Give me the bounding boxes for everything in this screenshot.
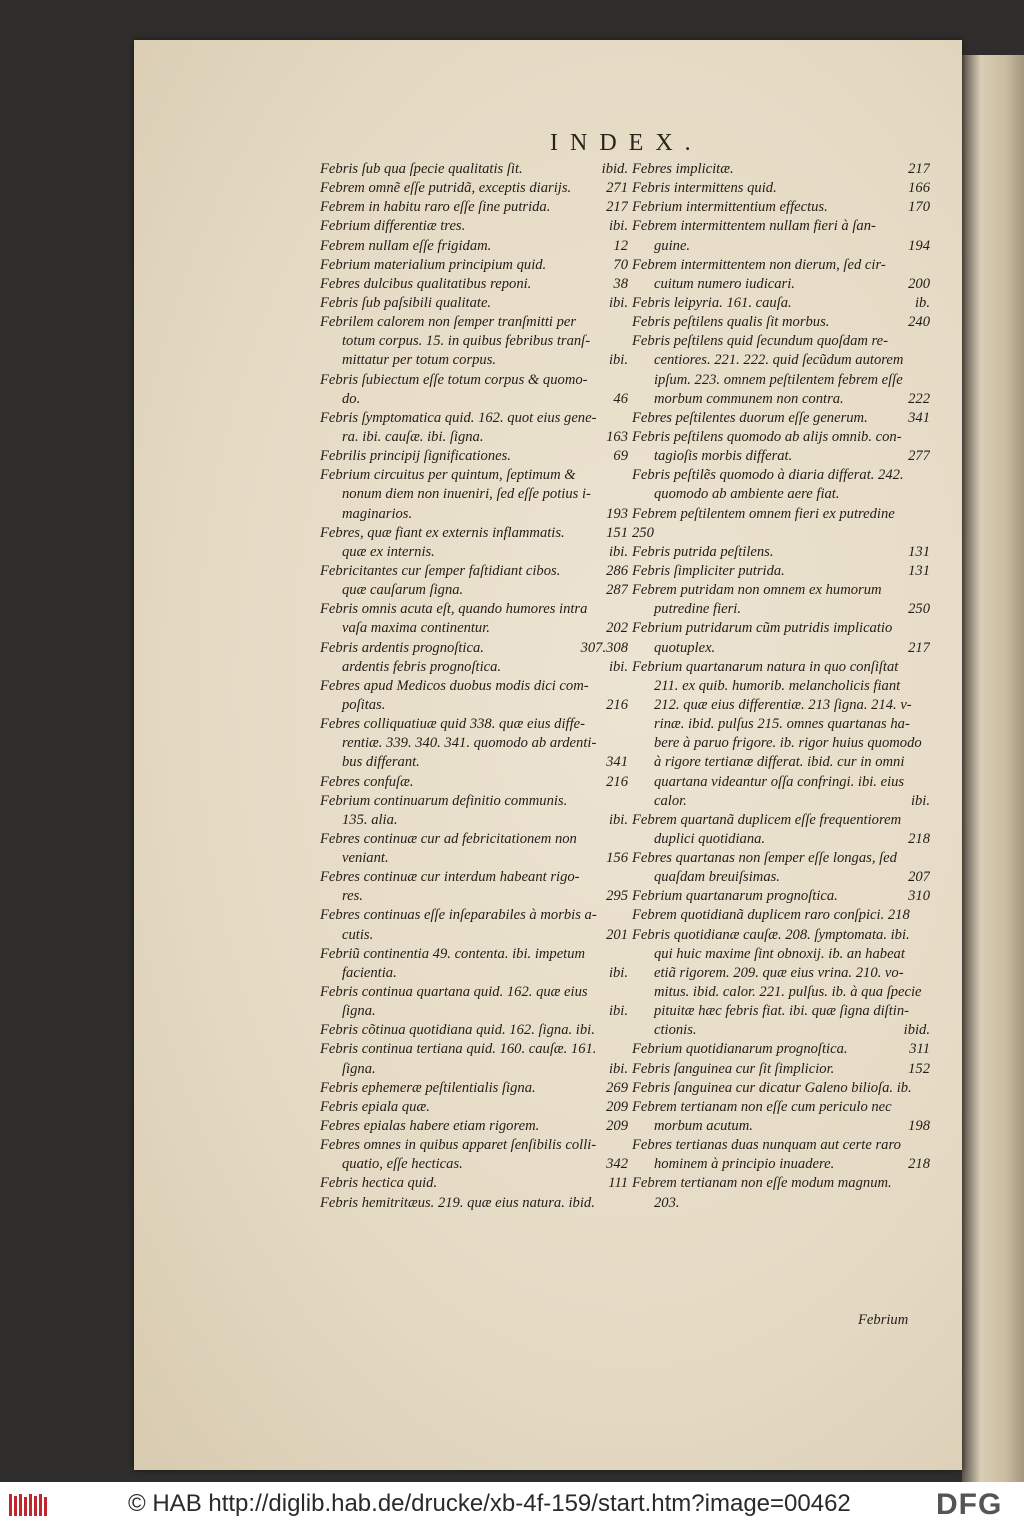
index-entry-text: Febris continua tertiana quid. 160. cauſæ. 161. xyxy=(320,1041,597,1058)
index-entry-page: 131 xyxy=(908,543,930,560)
index-entry-page: 193 xyxy=(606,505,628,522)
index-entry xyxy=(320,1098,628,1117)
index-entry-text: Febres epialas habere etiam rigorem. xyxy=(320,1118,540,1135)
index-entry-text: Febris ſub qua ſpecie qualitatis ſit. xyxy=(320,161,523,177)
index-entry xyxy=(632,447,930,466)
index-entry-page: 69 xyxy=(613,448,628,465)
index-entry-page: ibi. xyxy=(608,1003,628,1020)
index-entry-page: ibid. xyxy=(903,1022,930,1039)
index-entry-page: 218 xyxy=(908,1156,930,1173)
index-entry-text: Febres continuæ cur interdum habeant rigo- xyxy=(320,869,580,886)
index-entry-text: quartana videantur oſſa confringi. ibi. eius xyxy=(654,773,905,790)
index-entry-text: Febris hemitritæus. 219. quæ eius natura. ibid. xyxy=(320,1194,595,1211)
index-entry xyxy=(320,983,628,1002)
index-entry-page: 217 xyxy=(908,161,930,177)
index-entry-page: 250 xyxy=(908,601,930,618)
index-entry xyxy=(320,275,628,294)
index-entry-text: ſigna. xyxy=(342,1060,376,1077)
index-entry-page: 38 xyxy=(613,275,628,292)
index-entry xyxy=(320,332,628,351)
footer-source-link[interactable]: © HAB http://diglib.hab.de/drucke/xb-4f-159/start.htm?image=00462 xyxy=(128,1490,851,1517)
index-entry-page: ibi. xyxy=(608,352,628,369)
index-entry xyxy=(320,409,628,428)
index-entry-page: 198 xyxy=(908,1118,930,1135)
index-entry xyxy=(632,926,930,945)
index-entry-text: quatio, eſſe hecticas. xyxy=(342,1156,463,1173)
index-entry-text: quaſdam breuiſsimas. xyxy=(654,869,780,886)
index-entry xyxy=(632,581,930,600)
index-entry xyxy=(320,945,628,964)
index-entry xyxy=(320,696,628,715)
index-entry-text: Febrem quartanã duplicem eſſe frequentiorem xyxy=(632,811,902,828)
index-entry xyxy=(632,1040,930,1059)
index-entry-text: Febrem putridam non omnem ex humorum xyxy=(632,582,882,599)
index-entry xyxy=(632,600,930,619)
index-entry xyxy=(320,715,628,734)
index-entry xyxy=(632,1174,930,1193)
index-entry xyxy=(632,332,930,351)
index-entry-page: 341 xyxy=(606,754,628,771)
index-entry-text: bus differant. xyxy=(342,754,420,771)
index-entry xyxy=(320,485,628,504)
index-entry-text: Febrem in habitu raro eſſe ſine putrida. xyxy=(320,199,551,216)
index-entry xyxy=(320,505,628,524)
index-entry-text: ſigna. xyxy=(342,1003,376,1020)
index-entry-page: 216 xyxy=(606,773,628,790)
index-entry-text: morbum communem non contra. xyxy=(654,390,844,407)
index-entry-text: Febris peſtilẽs quomodo à diaria differat. 242. xyxy=(632,467,904,484)
index-entry-text: Febris ephemeræ peſtilentialis ſigna. xyxy=(320,1079,536,1096)
index-entry xyxy=(632,811,930,830)
index-entry-text: mittatur per totum corpus. xyxy=(342,352,497,369)
index-entry-page: 207 xyxy=(908,869,930,886)
index-entry-page: 295 xyxy=(606,888,628,905)
index-entry-text: Febris ſanguinea cur ſit ſimplicior. xyxy=(632,1060,835,1077)
index-entry-text: guine. xyxy=(654,237,691,254)
index-entry-text: Febrem peſtilentem omnem fieri ex putredine xyxy=(632,505,895,522)
index-entry xyxy=(320,734,628,753)
index-entry-text: centiores. 221. 222. quid ſecũdum autorem xyxy=(654,352,904,369)
index-entry xyxy=(632,1098,930,1117)
index-entry xyxy=(320,753,628,772)
index-entry xyxy=(632,160,930,179)
index-entry-page: ibi. xyxy=(608,294,628,311)
index-entry xyxy=(320,1040,628,1059)
index-entry xyxy=(320,371,628,390)
index-entry-text: Febrem omnẽ eſſe putridã, exceptis diarijs. xyxy=(320,180,572,197)
index-entry-text: Febris ſub paſsibili qualitate. xyxy=(320,294,492,311)
index-entry-text: morbum acutum. xyxy=(654,1118,753,1135)
index-entry-text: do. xyxy=(342,390,361,407)
index-entry-text: Febris ſubiectum eſſe totum corpus & quomo- xyxy=(320,371,588,388)
index-entry-page: 170 xyxy=(908,199,930,216)
index-entry-text: Febres quartanas non ſemper eſſe longas, ſed xyxy=(632,850,897,867)
index-entry xyxy=(632,677,930,696)
index-entry-text: Febres confuſæ. xyxy=(320,773,414,790)
index-entry xyxy=(632,734,930,753)
index-entry xyxy=(632,1194,930,1213)
index-entry-page: 341 xyxy=(908,409,930,426)
index-entry xyxy=(632,390,930,409)
index-entry-page: 217 xyxy=(606,199,628,216)
index-entry xyxy=(632,1079,930,1098)
index-entry-text: quæ ex internis. xyxy=(342,543,435,560)
index-entry-text: etiã rigorem. 209. quæ eius vrina. 210. vo- xyxy=(654,964,904,981)
index-entry-page: 111 xyxy=(608,1175,628,1192)
index-entry-text: Febrium quotidianarum prognoſtica. xyxy=(632,1041,848,1058)
index-entry-page: 202 xyxy=(606,620,628,637)
index-entry-text: Febres tertianas duas nunquam aut certe raro xyxy=(632,1137,901,1154)
index-entry-text: hominem à principio inuadere. xyxy=(654,1156,835,1173)
index-entry xyxy=(632,466,930,485)
index-column-left xyxy=(320,160,628,1213)
index-entry xyxy=(632,945,930,964)
index-entry-text: Febrem intermittentem nullam fieri à ſan- xyxy=(632,218,876,235)
index-entry-text: veniant. xyxy=(342,850,389,867)
hab-logo-icon xyxy=(8,1492,48,1518)
index-entry-page: 152 xyxy=(908,1060,930,1077)
index-entry-text: Febrem nullam eſſe frigidam. xyxy=(320,237,492,254)
footer-bar xyxy=(0,1482,1024,1527)
index-entry-page: 70 xyxy=(613,256,628,273)
index-entry-text: Febrium putridarum cũm putridis implicatio xyxy=(632,620,893,637)
index-entry xyxy=(632,179,930,198)
index-entry xyxy=(320,887,628,906)
index-entry xyxy=(632,237,930,256)
index-entry-page: ibid. xyxy=(601,161,628,177)
index-entry xyxy=(632,351,930,370)
index-entry-text: qui huic maxime ſint obnoxij. ib. an habeat xyxy=(654,945,905,962)
index-entry-text: Febrium quartanarum prognoſtica. xyxy=(632,888,838,905)
index-entry-text: cuitum numero iudicari. xyxy=(654,275,795,292)
index-entry xyxy=(320,562,628,581)
index-entry-text: Febris intermittens quid. xyxy=(632,180,777,197)
index-entry-page: 194 xyxy=(908,237,930,254)
index-entry xyxy=(632,1060,930,1079)
index-entry-text: Febres peſtilentes duorum eſſe generum. xyxy=(632,409,868,426)
index-entry xyxy=(320,1060,628,1079)
index-entry-text: totum corpus. 15. in quibus febribus tranſ- xyxy=(342,333,591,350)
index-entry-page: 131 xyxy=(908,562,930,579)
index-entry xyxy=(320,906,628,925)
index-entry-text: maginarios. xyxy=(342,505,413,522)
page-heading: INDEX. xyxy=(550,130,703,156)
index-entry-text: Febres apud Medicos duobus modis dici com- xyxy=(320,677,589,694)
index-entry xyxy=(632,313,930,332)
index-entry xyxy=(320,313,628,332)
index-entry xyxy=(320,217,628,236)
index-entry xyxy=(320,773,628,792)
index-entry-page: 201 xyxy=(606,926,628,943)
index-entry xyxy=(320,811,628,830)
index-entry xyxy=(632,658,930,677)
index-entry-text: putredine fieri. xyxy=(654,601,742,618)
index-entry xyxy=(320,964,628,983)
index-entry-text: quotuplex. xyxy=(654,639,716,656)
index-entry-text: rentiæ. 339. 340. 341. quomodo ab ardenti- xyxy=(342,735,597,752)
index-entry xyxy=(632,619,930,638)
index-entry xyxy=(632,792,930,811)
index-entry-page: 342 xyxy=(606,1156,628,1173)
index-entry-text: Febris cõtinua quotidiana quid. 162. ſigna. ibi. xyxy=(320,1022,595,1039)
index-entry xyxy=(320,868,628,887)
index-entry xyxy=(632,983,930,1002)
index-entry xyxy=(320,237,628,256)
index-entry-text: cutis. xyxy=(342,926,374,943)
index-entry xyxy=(632,505,930,524)
index-entry-text: Febrium circuitus per quintum, ſeptimum & xyxy=(320,467,576,484)
index-entry-page: 200 xyxy=(908,275,930,292)
index-entry xyxy=(320,1117,628,1136)
index-entry-page: 216 xyxy=(606,696,628,713)
index-entry xyxy=(320,466,628,485)
index-entry-text: Febrium materialium principium quid. xyxy=(320,256,547,273)
dfg-logo: DFG xyxy=(936,1488,1003,1521)
index-entry-page: 156 xyxy=(606,850,628,867)
index-entry-text: Febres continuas eſſe inſeparabiles à morbis a- xyxy=(320,907,597,924)
index-entry-text: Febris ſimpliciter putrida. xyxy=(632,562,785,579)
index-entry xyxy=(632,696,930,715)
index-entry xyxy=(632,256,930,275)
index-entry-page: ibi. xyxy=(608,964,628,981)
index-entry-text: Febris leipyria. 161. cauſa. xyxy=(632,294,792,311)
index-entry-text: tagioſis morbis differat. xyxy=(654,448,793,465)
index-entry-page: 311 xyxy=(909,1041,930,1058)
index-entry xyxy=(320,179,628,198)
index-entry-text: Febris peſtilens quid ſecundum quoſdam re- xyxy=(632,333,889,350)
index-entry-text: facientia. xyxy=(342,964,397,981)
index-entry xyxy=(632,1021,930,1040)
index-entry xyxy=(632,1155,930,1174)
index-entry-text: Febrium continuarum definitio communis. xyxy=(320,792,568,809)
index-entry xyxy=(632,1136,930,1155)
index-entry-page: 286 xyxy=(606,562,628,579)
index-entry xyxy=(320,658,628,677)
index-entry xyxy=(320,351,628,370)
index-entry-text: Febris peſtilens qualis ſit morbus. xyxy=(632,314,830,331)
index-entry xyxy=(632,428,930,447)
index-entry xyxy=(320,1002,628,1021)
index-entry-text: Febres omnes in quibus apparet ſenſibilis colli- xyxy=(320,1137,597,1154)
index-entry-text: res. xyxy=(342,888,363,905)
index-entry xyxy=(632,294,930,313)
index-entry xyxy=(320,1021,628,1040)
index-entry-text: Febrem quotidianã duplicem raro conſpici. 218 xyxy=(632,907,910,924)
index-entry xyxy=(632,1117,930,1136)
index-entry-page: 217 xyxy=(908,639,930,656)
index-entry-text: Febrem intermittentem non dierum, ſed cir- xyxy=(632,256,886,273)
index-entry xyxy=(632,275,930,294)
index-entry xyxy=(632,409,930,428)
index-entry xyxy=(320,581,628,600)
index-entry-page: 277 xyxy=(908,448,930,465)
index-entry-text: Febris continua quartana quid. 162. quæ eius xyxy=(320,984,588,1001)
index-entry xyxy=(320,792,628,811)
index-entry-text: bere à paruo frigore. ib. rigor huius quomodo xyxy=(654,735,922,752)
index-entry-page: 209 xyxy=(606,1118,628,1135)
index-entry xyxy=(320,543,628,562)
index-entry xyxy=(320,390,628,409)
index-entry xyxy=(632,562,930,581)
index-entry-text: Febrem tertianam non eſſe modum magnum. xyxy=(632,1175,892,1192)
index-entry-text: Febrium intermittentium effectus. xyxy=(632,199,828,216)
index-entry-page: 269 xyxy=(606,1079,628,1096)
index-entry xyxy=(632,887,930,906)
index-entry-text: ra. ibi. cauſæ. ibi. ſigna. xyxy=(342,428,484,445)
index-entry-page: 12 xyxy=(613,237,628,254)
index-entry-text: poſitas. xyxy=(342,696,386,713)
index-entry-text: Febriũ continentia 49. contenta. ibi. impetum xyxy=(320,945,586,962)
index-entry xyxy=(320,198,628,217)
index-entry xyxy=(632,906,930,925)
index-entry xyxy=(320,447,628,466)
index-entry-page: 222 xyxy=(908,390,930,407)
index-entry-text: Febres, quæ fiant ex externis inflammatis. xyxy=(320,524,565,541)
index-entry xyxy=(320,524,628,543)
index-entry xyxy=(632,485,930,504)
index-entry-text: Febris omnis acuta eſt, quando humores intra xyxy=(320,601,588,618)
index-entry xyxy=(632,543,930,562)
index-column-right xyxy=(632,160,930,1213)
index-entry-page: ibi. xyxy=(608,658,628,675)
index-entry xyxy=(320,1155,628,1174)
index-entry xyxy=(632,639,930,658)
index-entry-text: vaſa maxima continentur. xyxy=(342,620,490,637)
index-entry-page: ib. xyxy=(915,294,930,311)
index-entry-text: 203. xyxy=(654,1194,680,1211)
index-entry-page: ibi. xyxy=(608,218,628,235)
index-entry-text: ctionis. xyxy=(654,1022,697,1039)
index-entry-text: nonum diem non inueniri, ſed eſſe potius i- xyxy=(342,486,591,503)
index-entry xyxy=(632,524,930,543)
index-entry-text: 135. alia. xyxy=(342,811,398,828)
index-entry xyxy=(632,868,930,887)
index-entry-text: Febricitantes cur ſemper faſtidiant cibos. xyxy=(320,562,561,579)
index-entry xyxy=(632,371,930,390)
index-entry xyxy=(320,600,628,619)
index-entry-page: ibi. xyxy=(608,1060,628,1077)
index-entry-text: Febres dulcibus qualitatibus reponi. xyxy=(320,275,532,292)
facing-page-edge xyxy=(962,55,1024,1482)
index-entry xyxy=(632,753,930,772)
index-entry-text: quomodo ab ambiente aere fiat. xyxy=(654,486,840,503)
index-entry-text: Febres colliquatiuæ quid 338. quæ eius diffe- xyxy=(320,716,585,733)
index-entry xyxy=(632,217,930,236)
index-entry-text: Febrium differentiæ tres. xyxy=(320,218,466,235)
index-entry-page: 46 xyxy=(613,390,628,407)
index-entry xyxy=(632,198,930,217)
index-entry-text: calor. xyxy=(654,792,687,809)
index-entry-text: ipſum. 223. omnem peſtilentem febrem eſſe xyxy=(654,371,903,388)
index-entry xyxy=(320,926,628,945)
index-entry-page: 271 xyxy=(606,180,628,197)
index-entry-text: Febrilis principij ſignificationes. xyxy=(320,448,511,465)
index-entry-text: Febrilem calorem non ſemper tranſmitti per xyxy=(320,314,577,331)
index-entry xyxy=(320,428,628,447)
index-entry-text: rinæ. ibid. pulſus 215. omnes quartanas ha- xyxy=(654,716,910,733)
index-entry-text: ardentis febris prognoſtica. xyxy=(342,658,502,675)
index-entry-page: 151 xyxy=(606,524,628,541)
index-entry-text: Febris putrida peſtilens. xyxy=(632,543,774,560)
index-entry xyxy=(632,715,930,734)
catchword: Febrium xyxy=(858,1312,909,1328)
index-entry-page: 209 xyxy=(606,1098,628,1115)
index-entry-text: 212. quæ eius differentiæ. 213 ſigna. 214. v- xyxy=(654,696,912,713)
index-entry xyxy=(320,1174,628,1193)
index-entry-page: ibi. xyxy=(910,792,930,809)
index-entry xyxy=(320,294,628,313)
index-entry-page: 218 xyxy=(908,830,930,847)
index-entry-page: 287 xyxy=(606,582,628,599)
index-entry-text: Febres implicitæ. xyxy=(632,161,734,177)
index-entry-page: ibi. xyxy=(608,811,628,828)
index-entry-text: Febris peſtilens quomodo ab alijs omnib. con- xyxy=(632,428,902,445)
index-entry-text: Febres continuæ cur ad febricitationem non xyxy=(320,830,577,847)
index-entry xyxy=(632,849,930,868)
index-entry-page: 166 xyxy=(908,180,930,197)
index-entry-text: 211. ex quib. humorib. melancholicis fiant xyxy=(654,677,901,694)
index-entry xyxy=(320,830,628,849)
index-entry-text: 250 xyxy=(632,524,654,541)
index-entry xyxy=(632,1002,930,1021)
index-entry xyxy=(632,773,930,792)
index-entry-text: Febris epiala quæ. xyxy=(320,1098,430,1115)
index-entry xyxy=(320,619,628,638)
index-entry xyxy=(320,1136,628,1155)
index-entry-page: 240 xyxy=(908,314,930,331)
index-entry-text: duplici quotidiana. xyxy=(654,830,766,847)
index-entry xyxy=(320,160,628,179)
index-entry-text: quæ cauſarum ſigna. xyxy=(342,582,464,599)
index-entry xyxy=(320,677,628,696)
index-entry xyxy=(320,639,628,658)
index-entry xyxy=(320,849,628,868)
index-entry xyxy=(632,964,930,983)
index-entry-text: Febrem tertianam non eſſe cum periculo nec xyxy=(632,1098,892,1115)
index-entry-text: Febris ſanguinea cur dicatur Galeno bilioſa. ib. xyxy=(632,1079,912,1096)
index-entry xyxy=(320,1079,628,1098)
index-entry-page: 307.308 xyxy=(580,639,628,656)
index-entry-text: Febris hectica quid. xyxy=(320,1175,438,1192)
index-entry-page: 310 xyxy=(908,888,930,905)
index-entry-text: à rigore tertianæ differat. ibid. cur in omni xyxy=(654,754,905,771)
index-entry xyxy=(320,256,628,275)
index-entry xyxy=(320,1194,628,1213)
index-entry-text: Febrium quartanarum natura in quo conſiſtat xyxy=(632,658,899,675)
index-entry-page: ibi. xyxy=(608,543,628,560)
index-entry-page: 163 xyxy=(606,428,628,445)
index-entry-text: Febris ſymptomatica quid. 162. quot eius gene- xyxy=(320,409,597,426)
index-entry-text: pituitæ hæc febris fiat. ibi. quæ ſigna diſtin- xyxy=(654,1003,909,1020)
index-entry-text: Febris ardentis prognoſtica. xyxy=(320,639,484,656)
index-entry xyxy=(632,830,930,849)
index-entry-text: Febris quotidianæ cauſæ. 208. ſymptomata. ibi. xyxy=(632,926,910,943)
index-entry-text: mitus. ibid. calor. 221. pulſus. ib. à qua ſpecie xyxy=(654,984,922,1001)
